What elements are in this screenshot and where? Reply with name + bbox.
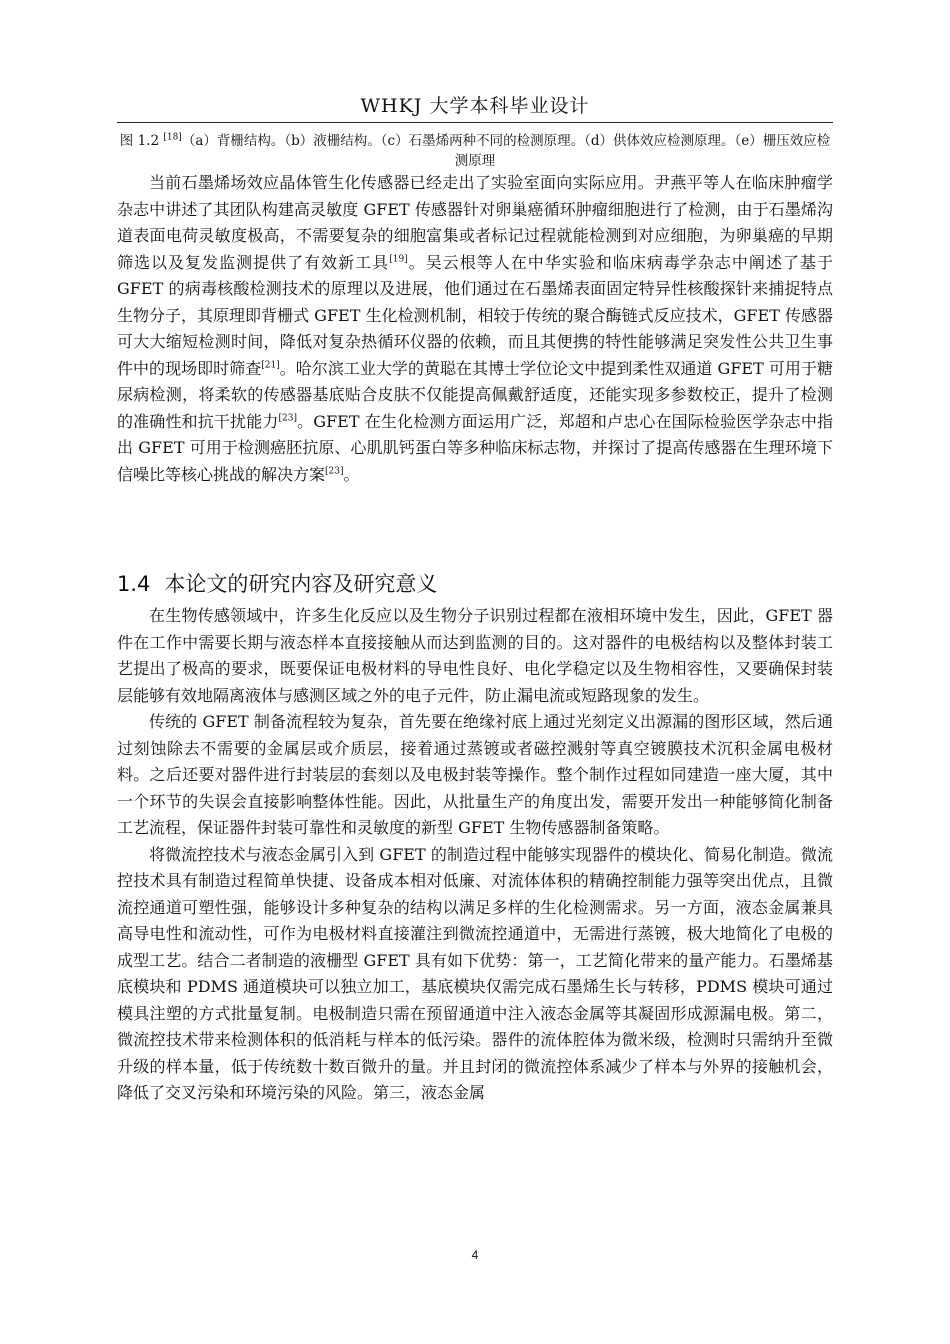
paragraph-traditional-process: 传统的 GFET 制备流程较为复杂，首先要在绝缘衬底上通过光刻定义出源漏的图形区域，然后通过刻蚀除去不需要的金属层或介质层，接着通过蒸镀或者磁控溅射等真空镀膜技术沉积金属电极材料。之后还要对器件进行封装层的套刻以及电极封装等操作。整个制作过程如同建造一座大厦，其中一个环节的失误会直接影响整体性能。因此，从批量生产的角度出发，需要开发出一种能够简化制备工艺流程，保证器件封装可靠性和灵敏度的新型 GFET 生物传感器制备策略。 (117, 712, 833, 837)
running-header: WHKJ 大学本科毕业设计 (360, 95, 590, 117)
section-title: 本论文的研究内容及研究意义 (164, 572, 438, 596)
paragraph-text: 。哈尔滨工业大学的黄聪在其博士学位论文中提到柔性双通道 GFET 可用于糖尿病检测，将柔软的传感器基底贴合皮肤不仅能提高佩戴舒适度，还能实现多参数校正，提升了检测的准确性和抗干扰能力 (117, 358, 833, 431)
figure-caption-text: （a）背栅结构。（b）液栅结构。（c）石墨烯两种不同的检测原理。（d）供体效应检测原理。（e）栅压效应检测原理 (181, 133, 831, 169)
paragraph-text: 。吴云根等人在中华实验和临床病毒学杂志中阐述了基于 GFET 的病毒核酸检测技术的原理以及进展，他们通过在石墨烯表面固定特异性核酸探针来捕捉特点生物分子，其原理即背栅式 GFET 生化检测机制，相较于传统的聚合酶链式反应技术，GFET 传感器可大大缩短检测时间，降低对复杂热循环仪器的依赖，而且其便携的特性能够满足突发性公共卫生事件中的现场即时筛查 (117, 252, 833, 378)
figure-caption (117, 131, 833, 171)
body-section-top (117, 170, 833, 488)
citation-ref: [19] (389, 254, 408, 265)
citation-ref: [23] (278, 413, 297, 424)
paragraph-liquid-environment: 在生物传感领域中，许多生化反应以及生物分子识别过程都在液相环境中发生，因此，GFET 器件在工作中需要长期与液态样本直接接触从而达到监测的目的。这对器件的电极结构以及整体封装工艺提出了极高的要求，既要保证电极材料的导电性良好、电化学稳定以及生物相容性，又要确保封装层能够有效地隔离液体与感测区域之外的电子元件，防止漏电流或短路现象的发生。 (117, 606, 833, 705)
paragraph-text: 当前石墨烯场效应晶体管生化传感器已经走出了实验室面向实际应用。尹燕平等人在临床肿瘤学杂志中讲述了其团队构建高灵敏度 GFET 传感器针对卵巢癌循环肿瘤细胞进行了检测，由于石墨烯沟道表面电荷灵敏度极高，不需要复杂的细胞富集或者标记过程就能检测到对应细胞，为卵巢癌的早期筛选以及复发监测提供了有效新工具 (117, 173, 833, 272)
body-section-bottom (117, 603, 833, 1107)
citation-ref: [21] (261, 360, 280, 371)
figure-label: 图 1.2 (119, 133, 160, 149)
section-number: 1.4 (117, 572, 151, 596)
section-heading (117, 569, 833, 599)
header-divider (117, 122, 833, 123)
citation-ref: [23] (325, 466, 344, 477)
paragraph-microfluidics: 将微流控技术与液态金属引入到 GFET 的制造过程中能够实现器件的模块化、简易化制造。微流控技术具有制造过程简单快捷、设备成本相对低廉、对流体体积的精确控制能力强等突出优点，且微流控通道可塑性强，能够设计多种复杂的结构以满足多样的生化检测需求。另一方面，液态金属兼具高导电性和流动性，可作为电极材料直接灌注到微流控通道中，无需进行蒸镀，极大地简化了电极的成型工艺。结合二者制造的液栅型 GFET 具有如下优势：第一，工艺简化带来的量产能力。石墨烯基底模块和 PDMS 通道模块可以独立加工，基底模块仅需完成石墨烯生长与转移，PDMS 模块可通过模具注塑的方式批量复制。电极制造只需在预留通道中注入液态金属等其凝固形成源漏电极。第二，微流控技术带来检测体积的低消耗与样本的低污染。器件的流体腔体为微米级，检测时只需纳升至微升级的样本量，低于传统数十数百微升的量。并且封闭的微流控体系减少了样本与外界的接触机会，降低了交叉污染和环境污染的风险。第三，液态金属 (117, 844, 833, 1102)
page-number: 4 (471, 1248, 479, 1262)
paragraph-text: 。 (343, 464, 360, 484)
citation-ref: [18] (163, 132, 182, 143)
paragraph-text: 。GFET 在生化检测方面运用广泛，郑超和卢忠心在国际检验医学杂志中指出 GFET 可用于检测癌胚抗原、心肌肌钙蛋白等多种临床标志物，并探讨了提高传感器在生理环境下信噪比等核心挑战的解决方案 (117, 411, 833, 484)
paragraph-gfet-applications (117, 170, 833, 488)
